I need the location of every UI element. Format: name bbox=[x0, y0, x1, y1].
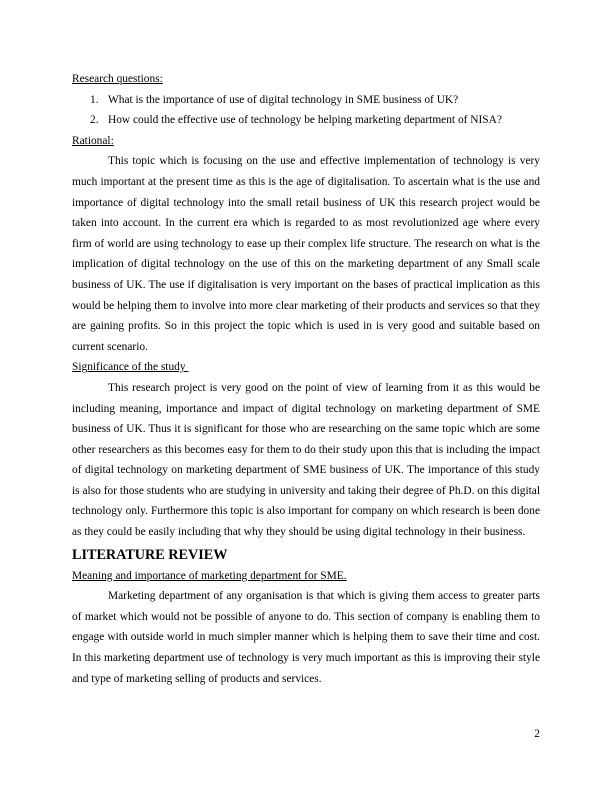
research-question-item bbox=[72, 90, 540, 111]
rational-heading: Rational: bbox=[72, 134, 114, 147]
list-number: 2. bbox=[90, 114, 99, 127]
significance-heading: Significance of the study bbox=[72, 361, 189, 374]
literature-review-subheading: Meaning and importance of marketing department for SME. bbox=[72, 569, 347, 582]
list-number: 1. bbox=[90, 93, 99, 106]
page-content bbox=[72, 69, 540, 689]
research-question-item bbox=[72, 110, 540, 131]
rational-paragraph: This topic which is focusing on the use and effective implementation of technology is very much important at the present time as this is the age of digitalisation. To ascertain what is the use and importance of digital technology into the small retail business of UK this research project would be taken into account. In the current era which is regarded to as most revolutionized age where every firm of world are using technology to ease up their complex life structure. The research on what is the implication of digital technology on the use of this on the marketing department of any Small scale business of UK. The use if digitalisation is very important on the bases of practical implication as this would be helping them to involve into more clear marketing of their products and services so that they are gaining profits. So in this project the topic which is used in is very good and suitable based on current scenario. bbox=[72, 155, 540, 353]
research-questions-heading: Research questions: bbox=[72, 73, 163, 85]
research-question-text: What is the importance of use of digital technology in SME business of UK? bbox=[108, 93, 459, 106]
literature-review-paragraph: Marketing department of any organisation is that which is giving them access to greater parts of market which would not be possible of anyone to do. This section of company is enabling them to engage with outside world in much simpler manner which is helping them to save their time and cost. In this marketing department use of technology is very much important as this is improving their style and type of marketing selling of products and services. bbox=[72, 590, 540, 685]
significance-paragraph: This research project is very good on the point of view of learning from it as this would be including meaning, importance and impact of digital technology on marketing department of SME business of UK. Thus it is significant for those who are researching on the same topic which are some other researchers as this becomes easy for them to do their study upon this that is including the impact of digital technology on marketing department of SME business of UK. The importance of this study is also for those students who are studying in university and taking their degree of Ph.D. on this digital technology only. Furthermore this topic is also important for company on which research is been done as they could be easily including that why they should be using digital technology in their business. bbox=[72, 381, 540, 539]
research-questions-list bbox=[72, 90, 540, 131]
research-question-text: How could the effective use of technology be helping marketing department of NISA? bbox=[108, 114, 502, 127]
literature-review-heading: LITERATURE REVIEW bbox=[72, 546, 228, 563]
page-number: 2 bbox=[534, 728, 540, 740]
